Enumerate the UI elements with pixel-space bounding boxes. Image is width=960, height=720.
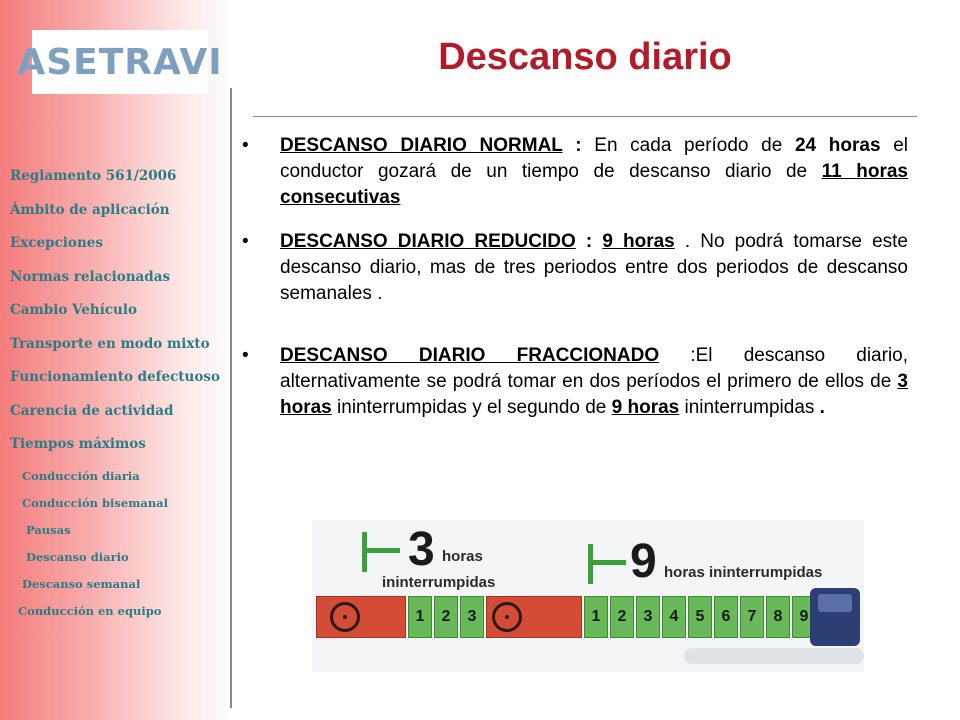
title-divider: [253, 116, 917, 117]
rest-hour-block: 6: [714, 596, 738, 638]
bullet-reducido-text: [280, 229, 908, 307]
bullet-fraccionado: [240, 343, 908, 421]
second-period-label: horas ininterrumpidas: [664, 564, 823, 581]
rest-bar-icon: [588, 544, 626, 584]
bullet-fraccionado-text: [280, 343, 908, 421]
nav-subitem-descanso-diario[interactable]: Descanso diario: [26, 549, 129, 564]
nav-subitem-descanso-semanal[interactable]: Descanso semanal: [22, 576, 141, 591]
logo-text: ASETRAVI: [17, 41, 223, 83]
steering-wheel-icon: [492, 602, 522, 632]
text-normal-2: el conductor gozará de un tiempo de descanso diario de: [280, 135, 909, 182]
bullet-dot: •: [242, 135, 249, 156]
rest-hour-block: 3: [636, 596, 660, 638]
rest-hour-block: 5: [688, 596, 712, 638]
bullet-dot: •: [242, 345, 249, 366]
hours-11: 11 horas consecutivas: [280, 161, 908, 208]
rest-hour-block: 9: [792, 596, 816, 638]
sidebar-nav: [10, 166, 235, 630]
first-period-label-bottom: ininterrumpidas: [382, 574, 496, 591]
truck-icon: [810, 588, 860, 646]
diagram-shadow: [684, 648, 864, 664]
rest-diagram: [312, 520, 864, 672]
bullet-reducido: [240, 229, 908, 307]
heading-fraccionado: DESCANSO DIARIO FRACCIONADO: [280, 345, 660, 366]
rest-hour-block: 7: [740, 596, 764, 638]
text-fraccionado-2: ininterrumpidas y el segundo de: [331, 397, 612, 418]
second-period-number: 9: [630, 535, 657, 588]
rest-hour-block: 2: [610, 596, 634, 638]
nav-subitem-conduccion-diaria[interactable]: Conducción diaria: [22, 468, 140, 483]
sep-normal: :: [562, 135, 595, 156]
text-fraccionado-3: ininterrumpidas: [679, 397, 815, 418]
text-fraccionado-1: :El descanso diario, alternativamente se podrá tomar en dos períodos el primero de ellos de: [280, 345, 909, 392]
hours-9-fraccionado: 9 horas: [611, 397, 680, 418]
hours-3: 3 horas: [280, 371, 908, 418]
nav-item-tiempos-maximos[interactable]: Tiempos máximos: [10, 436, 146, 452]
nav-item-transporte-mixto[interactable]: Transporte en modo mixto: [10, 335, 210, 352]
rest-hour-block: 4: [662, 596, 686, 638]
nav-item-excepciones[interactable]: Excepciones: [10, 235, 103, 251]
bullet-dot: •: [242, 231, 249, 252]
steering-wheel-icon: [330, 602, 360, 632]
first-period-number: 3: [408, 523, 435, 576]
nav-item-ambito[interactable]: Ámbito de aplicación: [10, 201, 170, 218]
hours-9-reducido: 9 horas: [602, 231, 675, 252]
heading-normal: DESCANSO DIARIO NORMAL: [280, 135, 563, 156]
logo: [17, 30, 223, 94]
nav-item-normas[interactable]: Normas relacionadas: [10, 268, 171, 285]
text-reducido-1: . No podrá tomarse este descanso diario, mas de tres periodos entre dos periodos de descanso semanales .: [280, 231, 909, 304]
rest-hour-block: 3: [460, 596, 484, 638]
rest-hour-block: 1: [584, 596, 608, 638]
page-title: Descanso diario: [438, 36, 732, 78]
rest-hour-block: 2: [434, 596, 458, 638]
nav-subitem-pausas[interactable]: Pausas: [26, 522, 71, 537]
bullet-normal-text: [280, 133, 908, 211]
nav-item-funcionamiento[interactable]: Funcionamiento defectuoso: [10, 369, 220, 385]
nav-item-cambio-vehiculo[interactable]: Cambio Vehículo: [10, 302, 137, 318]
content: [240, 133, 908, 421]
rest-hour-block: 8: [766, 596, 790, 638]
nav-item-carencia[interactable]: Carencia de actividad: [10, 402, 174, 419]
nav-item-reglamento[interactable]: Reglamento 561/2006: [10, 168, 177, 184]
rest-bar-icon: [362, 532, 400, 572]
text-normal-1: En cada período de: [594, 135, 795, 156]
heading-reducido: DESCANSO DIARIO REDUCIDO: [280, 231, 576, 252]
sep-reducido: :: [575, 231, 603, 252]
nav-subitem-conduccion-bisemanal[interactable]: Conducción bisemanal: [22, 495, 168, 510]
bullet-normal: [240, 133, 908, 211]
rest-hour-block: 1: [408, 596, 432, 638]
first-period-label-top: horas: [442, 548, 483, 565]
text-fraccionado-end: .: [814, 397, 825, 418]
hours-24: 24 horas: [794, 135, 881, 156]
nav-subitem-conduccion-equipo[interactable]: Conducción en equipo: [18, 603, 162, 618]
